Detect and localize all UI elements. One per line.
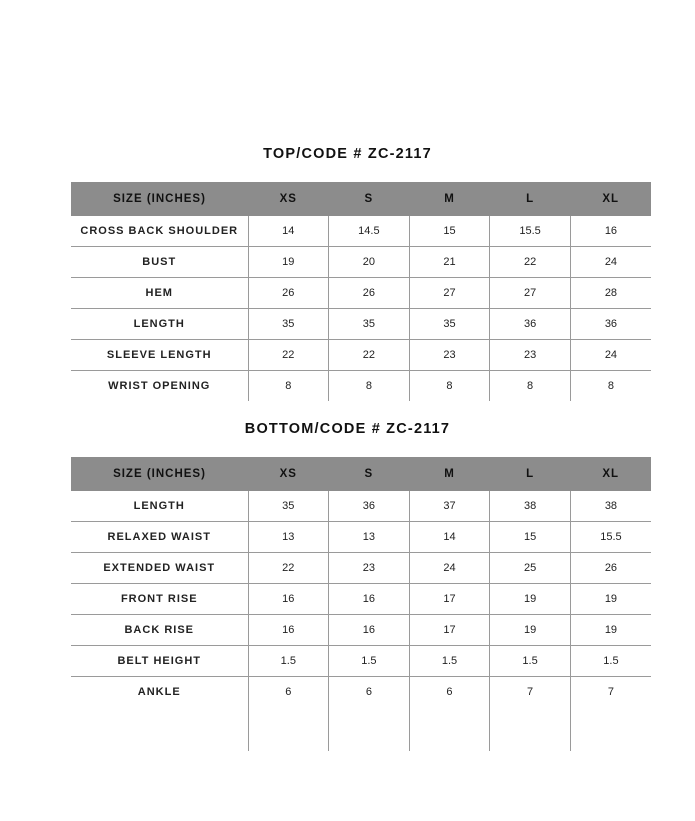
header-s: S (329, 457, 410, 491)
cell-xl: 1.5 (570, 646, 651, 677)
cell-xl: 36 (570, 309, 651, 340)
cell-m: 37 (409, 491, 490, 522)
cell-xl: 8 (570, 371, 651, 402)
empty-cell (329, 707, 410, 751)
table-row (71, 216, 651, 247)
cell-s: 1.5 (329, 646, 410, 677)
empty-cell (248, 707, 329, 751)
table-row (71, 278, 651, 309)
cell-xs: 1.5 (248, 646, 329, 677)
table-row (71, 615, 651, 646)
cell-l: 7 (490, 677, 571, 708)
cell-m: 6 (409, 677, 490, 708)
cell-m: 17 (409, 584, 490, 615)
top-size-table (71, 182, 651, 401)
table-row (71, 309, 651, 340)
cell-s: 20 (329, 247, 410, 278)
table-row (71, 646, 651, 677)
header-s: S (329, 182, 410, 216)
row-label: BELT HEIGHT (71, 646, 248, 677)
cell-s: 23 (329, 553, 410, 584)
cell-xs: 16 (248, 584, 329, 615)
cell-l: 15 (490, 522, 571, 553)
empty-cell (490, 707, 571, 751)
cell-s: 16 (329, 615, 410, 646)
table-row (71, 371, 651, 402)
row-label: LENGTH (71, 309, 248, 340)
cell-s: 26 (329, 278, 410, 309)
cell-xl: 16 (570, 216, 651, 247)
cell-m: 24 (409, 553, 490, 584)
table-header-row (71, 457, 651, 491)
cell-xs: 26 (248, 278, 329, 309)
cell-m: 8 (409, 371, 490, 402)
table-row (71, 584, 651, 615)
cell-xl: 19 (570, 615, 651, 646)
empty-cell (570, 707, 651, 751)
row-label: ANKLE (137, 686, 181, 698)
cell-s: 22 (329, 340, 410, 371)
cell-l: 25 (490, 553, 571, 584)
cell-xs: 35 (248, 309, 329, 340)
cell-l: 15.5 (490, 216, 571, 247)
table-row (71, 553, 651, 584)
table-row (71, 247, 651, 278)
cell-l: 19 (490, 615, 571, 646)
cell-s: 35 (329, 309, 410, 340)
cell-l: 8 (490, 371, 571, 402)
cell-s: 6 (329, 677, 410, 708)
cell-xs: 35 (248, 491, 329, 522)
cell-l: 27 (490, 278, 571, 309)
cell-s: 16 (329, 584, 410, 615)
cell-xl: 7 (570, 677, 651, 708)
header-m: M (409, 182, 490, 216)
cell-xl: 19 (570, 584, 651, 615)
cell-l: 19 (490, 584, 571, 615)
header-m: M (409, 457, 490, 491)
cell-l: 23 (490, 340, 571, 371)
row-label: EXTENDED WAIST (71, 553, 248, 584)
cell-m: 27 (409, 278, 490, 309)
table-empty-row (71, 707, 651, 751)
table-row (71, 491, 651, 522)
cell-s: 14.5 (329, 216, 410, 247)
cell-s: 8 (329, 371, 410, 402)
cell-xl: 38 (570, 491, 651, 522)
table-row (71, 340, 651, 371)
empty-cell (409, 707, 490, 751)
header-size-label: SIZE (INCHES) (71, 457, 248, 491)
cell-m: 23 (409, 340, 490, 371)
cell-xs: 22 (248, 553, 329, 584)
empty-cell (71, 707, 248, 751)
cell-l: 38 (490, 491, 571, 522)
cell-l: 36 (490, 309, 571, 340)
cell-xl: 24 (570, 247, 651, 278)
table-row (71, 677, 651, 708)
cell-xs: 14 (248, 216, 329, 247)
row-label: BACK RISE (71, 615, 248, 646)
header-xl: XL (570, 457, 651, 491)
cell-xs: 6 (248, 677, 329, 708)
cell-m: 1.5 (409, 646, 490, 677)
cell-m: 14 (409, 522, 490, 553)
row-label: SLEEVE LENGTH (71, 340, 248, 371)
cell-xs: 8 (248, 371, 329, 402)
cell-xl: 15.5 (570, 522, 651, 553)
cell-l: 22 (490, 247, 571, 278)
row-label: CROSS BACK SHOULDER (71, 216, 248, 247)
table-header-row (71, 182, 651, 216)
row-label: RELAXED WAIST (71, 522, 248, 553)
cell-xs: 22 (248, 340, 329, 371)
cell-xl: 28 (570, 278, 651, 309)
row-label: WRIST OPENING (108, 380, 211, 392)
header-xl: XL (570, 182, 651, 216)
cell-xs: 19 (248, 247, 329, 278)
cell-m: 21 (409, 247, 490, 278)
bottom-table-title: BOTTOM/CODE # ZC-2117 (244, 421, 451, 437)
row-label: LENGTH (71, 491, 248, 522)
header-l: L (490, 182, 571, 216)
header-l: L (490, 457, 571, 491)
cell-xs: 13 (248, 522, 329, 553)
header-size-label: SIZE (INCHES) (71, 182, 248, 216)
row-label: HEM (71, 278, 248, 309)
cell-m: 15 (409, 216, 490, 247)
row-label: BUST (71, 247, 248, 278)
cell-l: 1.5 (490, 646, 571, 677)
cell-xs: 16 (248, 615, 329, 646)
row-label: FRONT RISE (71, 584, 248, 615)
cell-xl: 26 (570, 553, 651, 584)
table-row (71, 522, 651, 553)
cell-m: 17 (409, 615, 490, 646)
cell-xl: 24 (570, 340, 651, 371)
header-xs: XS (248, 182, 329, 216)
cell-s: 36 (329, 491, 410, 522)
cell-s: 13 (329, 522, 410, 553)
cell-m: 35 (409, 309, 490, 340)
header-xs: XS (248, 457, 329, 491)
top-table-title: TOP/CODE # ZC-2117 (263, 146, 432, 162)
bottom-size-table (71, 457, 651, 751)
